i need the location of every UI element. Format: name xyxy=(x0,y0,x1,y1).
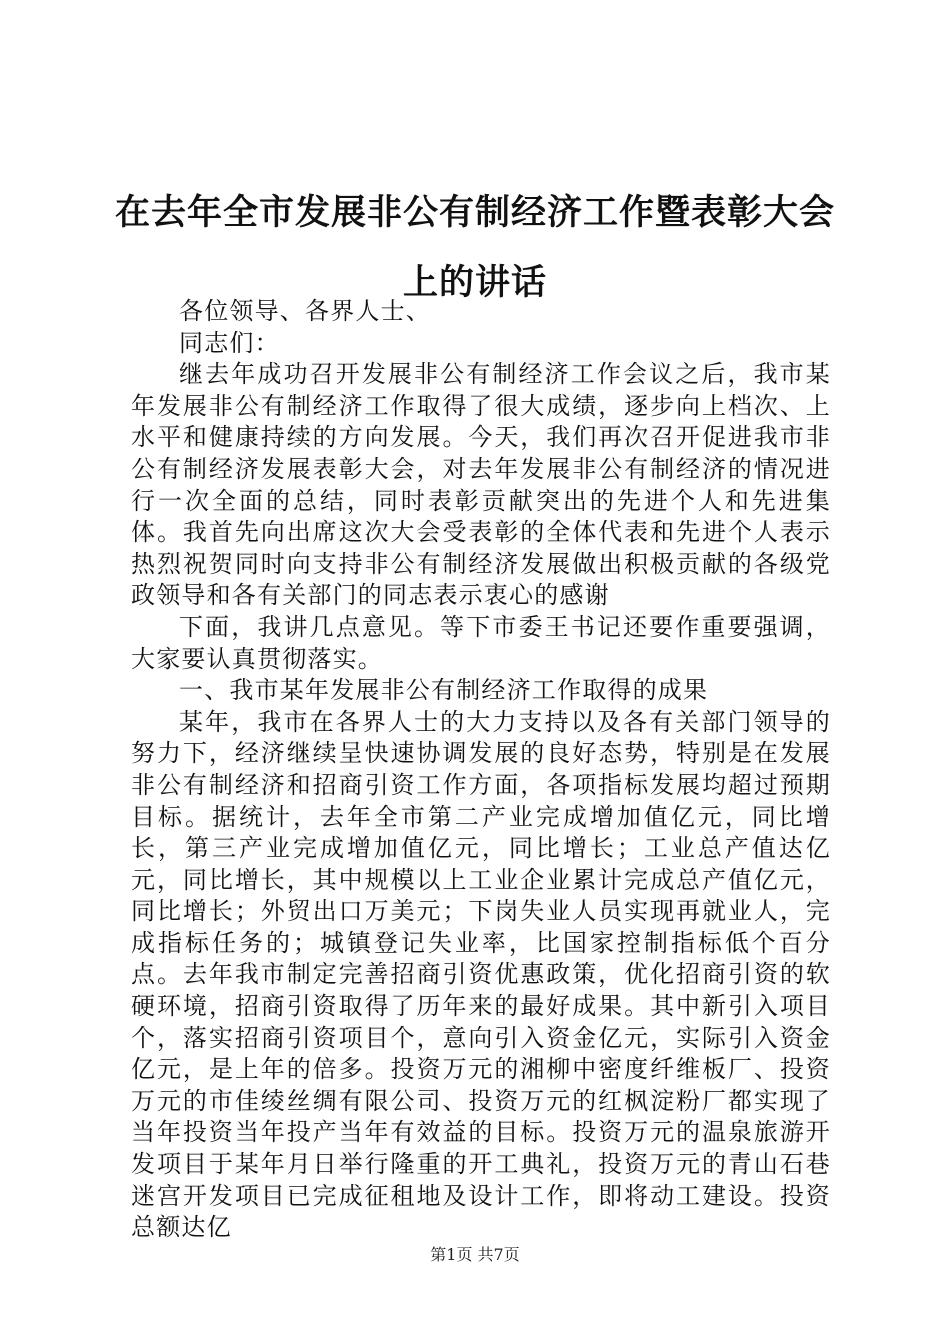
page-number-footer: 第1页 共7页 xyxy=(430,1245,520,1264)
body-paragraph: 继去年成功召开发展非公有制经济工作会议之后，我市某年发展非公有制经济工作取得了很大成绩，逐步向上档次、上水平和健康持续的方向发展。今天，我们再次召开促进我市非公有制经济发展表彰大会，对去年发展非公有制经济的情况进行一次全面的总结，同时表彰贡献突出的先进个人和先进集体。我首先向出席这次大会受表彰的全体代表和先进个人表示热烈祝贺同时向支持非公有制经济发展做出积极贡献的各级党政领导和各有关部门的同志表示衷心的感谢 xyxy=(131,360,831,610)
salutation-line: 同志们： xyxy=(179,328,280,357)
document-title: 在去年全市发展非公有制经济工作暨表彰大会上的讲话 xyxy=(114,193,835,303)
body-paragraph: 下面，我讲几点意见。等下市委王书记还要作重要强调，大家要认真贯彻落实。 xyxy=(131,612,831,673)
section-heading: 一、我市某年发展非公有制经济工作取得的成果 xyxy=(179,676,709,705)
document-body xyxy=(131,296,831,1244)
salutation-line: 各位领导、各界人士、 xyxy=(179,297,431,325)
body-paragraph: 某年，我市在各界人士的大力支持以及各有关部门领导的努力下，经济继续呈快速协调发展的良好态势，特别是在发展非公有制经济和招商引资工作方面，各项指标发展均超过预期目标。据统计，去年全市第二产业完成增加值亿元，同比增长，第三产业完成增加值亿元，同比增长；工业总产值达亿元，同比增长，其中规模以上工业企业累计完成总产值亿元，同比增长；外贸出口万美元；下岗失业人员实现再就业人，完成指标任务的；城镇登记失业率，比国家控制指标低个百分点。去年我市制定完善招商引资优惠政策，优化招商引资的软硬环境，招商引资取得了历年来的最好成果。其中新引入项目个，落实招商引资项目个，意向引入资金亿元，实际引入资金亿元，是上年的倍多。投资万元的湘柳中密度纤维板厂、投资万元的市佳绫丝绸有限公司、投资万元的红枫淀粉厂都实现了当年投资当年投产当年有效益的目标。投资万元的温泉旅游开发项目于某年月日举行隆重的开工典礼，投资万元的青山石巷迷宫开发项目已完成征租地及设计工作，即将动工建设。投资总额达亿 xyxy=(131,707,831,1242)
